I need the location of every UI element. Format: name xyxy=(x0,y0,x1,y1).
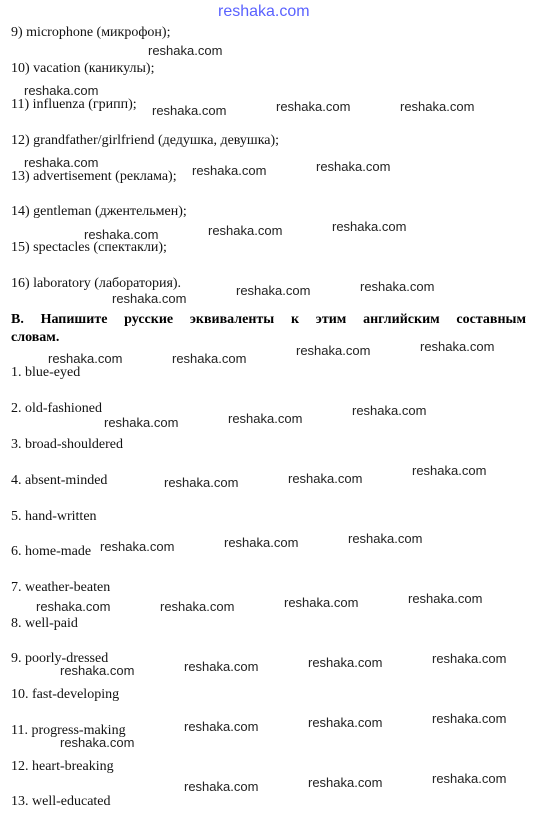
watermark: reshaka.com xyxy=(172,351,247,366)
list-item: 1. blue-eyed xyxy=(11,365,81,380)
list-item: 7. weather-beaten xyxy=(11,580,111,595)
watermark: reshaka.com xyxy=(400,99,475,114)
watermark: reshaka.com xyxy=(84,227,159,242)
list-item: 3. broad-shouldered xyxy=(11,437,123,452)
list-item: 11) influenza (грипп); xyxy=(11,97,137,112)
list-item: 10. fast-developing xyxy=(11,687,120,702)
watermark: reshaka.com xyxy=(408,591,483,606)
watermark: reshaka.com xyxy=(228,411,303,426)
watermark: reshaka.com xyxy=(60,663,135,678)
watermark: reshaka.com xyxy=(224,535,299,550)
watermark: reshaka.com xyxy=(60,735,135,750)
watermark: reshaka.com xyxy=(184,779,259,794)
list-item: 12. heart-breaking xyxy=(11,759,114,774)
list-item: 6. home-made xyxy=(11,544,92,559)
watermark: reshaka.com xyxy=(104,415,179,430)
list-item: 5. hand-written xyxy=(11,509,97,524)
list-item: 10) vacation (каникулы); xyxy=(11,61,155,76)
watermark: reshaka.com xyxy=(288,471,363,486)
watermark: reshaka.com xyxy=(24,155,99,170)
watermark: reshaka.com xyxy=(308,775,383,790)
section-heading: B. Напишите русские эквиваленты к этим английским составным словам. xyxy=(11,312,526,345)
watermark: reshaka.com xyxy=(412,463,487,478)
watermark: reshaka.com xyxy=(308,715,383,730)
list-item: 11. progress-making xyxy=(11,723,126,738)
watermark: reshaka.com xyxy=(152,103,227,118)
site-header-link[interactable]: reshaka.com xyxy=(218,3,310,20)
watermark: reshaka.com xyxy=(148,43,223,58)
watermark: reshaka.com xyxy=(164,475,239,490)
list-item: 8. well-paid xyxy=(11,616,78,631)
watermark: reshaka.com xyxy=(420,339,495,354)
watermark: reshaka.com xyxy=(236,283,311,298)
watermark: reshaka.com xyxy=(432,651,507,666)
list-item: 9) microphone (микрофон); xyxy=(11,25,171,40)
watermark: reshaka.com xyxy=(332,219,407,234)
watermark: reshaka.com xyxy=(276,99,351,114)
watermark: reshaka.com xyxy=(100,539,175,554)
list-item: 16) laboratory (лаборатория). xyxy=(11,276,182,291)
watermark: reshaka.com xyxy=(192,163,267,178)
watermark: reshaka.com xyxy=(184,659,259,674)
watermark: reshaka.com xyxy=(184,719,259,734)
watermark: reshaka.com xyxy=(432,771,507,786)
watermark: reshaka.com xyxy=(432,711,507,726)
watermark: reshaka.com xyxy=(208,223,283,238)
watermark: reshaka.com xyxy=(352,403,427,418)
watermark: reshaka.com xyxy=(316,159,391,174)
list-item: 12) grandfather/girlfriend (дедушка, девушка); xyxy=(11,133,280,148)
watermark: reshaka.com xyxy=(36,599,111,614)
list-item: 14) gentleman (джентельмен); xyxy=(11,204,187,219)
list-item: 2. old-fashioned xyxy=(11,401,102,416)
watermark: reshaka.com xyxy=(360,279,435,294)
list-item: 13) advertisement (реклама); xyxy=(11,169,177,184)
list-item: 15) spectacles (спектакли); xyxy=(11,240,167,255)
list-item: 9. poorly-dressed xyxy=(11,651,109,666)
watermark: reshaka.com xyxy=(24,83,99,98)
watermark: reshaka.com xyxy=(48,351,123,366)
watermark: reshaka.com xyxy=(284,595,359,610)
watermark: reshaka.com xyxy=(160,599,235,614)
list-item: 4. absent-minded xyxy=(11,473,108,488)
watermark: reshaka.com xyxy=(112,291,187,306)
list-item: 13. well-educated xyxy=(11,794,111,809)
watermark: reshaka.com xyxy=(308,655,383,670)
watermark: reshaka.com xyxy=(296,343,371,358)
watermark: reshaka.com xyxy=(348,531,423,546)
